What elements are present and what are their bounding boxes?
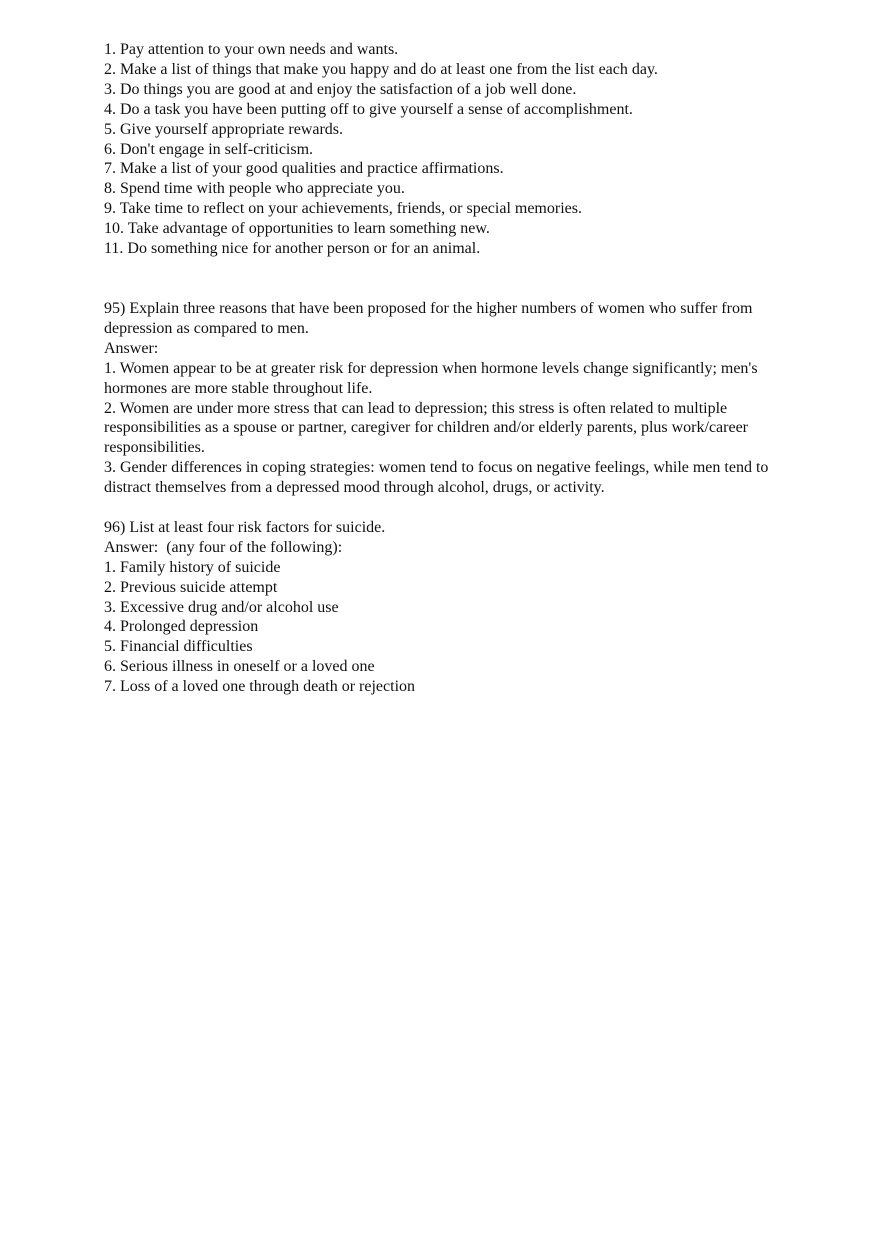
intro-list <box>104 40 794 259</box>
question-96-answer-label: Answer: (any four of the following): <box>104 538 343 556</box>
intro-list-item: 10. Take advantage of opportunities to learn something new. <box>104 220 490 238</box>
intro-list-item: 11. Do something nice for another person or for an animal. <box>104 240 481 258</box>
question-96-answer-item: 6. Serious illness in oneself or a loved one <box>104 658 375 676</box>
intro-list-item: 4. Do a task you have been putting off to give yourself a sense of accomplishment. <box>104 100 633 118</box>
question-96-answer-item: 5. Financial difficulties <box>104 638 253 656</box>
question-95-answer-item: 2. Women are under more stress that can lead to depression; this stress is often related to multiple responsibilities as a spouse or partner, caregiver for children and/or elderly parents, plus work/career responsibilities. <box>104 399 749 457</box>
question-95-answer-item: 1. Women appear to be at greater risk for depression when hormone levels change significantly; men's hormones are more stable throughout life. <box>104 359 758 397</box>
question-96-answer-item: 7. Loss of a loved one through death or rejection <box>104 678 416 696</box>
question-96-answer-item: 3. Excessive drug and/or alcohol use <box>104 598 339 616</box>
intro-list-item: 9. Take time to reflect on your achievements, friends, or special memories. <box>104 200 582 218</box>
section-spacer <box>104 498 794 518</box>
question-96-answer-item: 2. Previous suicide attempt <box>104 578 278 596</box>
intro-list-item: 2. Make a list of things that make you happy and do at least one from the list each day. <box>104 60 658 78</box>
question-95 <box>104 299 794 498</box>
question-96-answer-item: 1. Family history of suicide <box>104 558 281 576</box>
question-95-text: 95) Explain three reasons that have been proposed for the higher numbers of women who suffer from depression as compared to men. <box>104 299 753 337</box>
question-96-text: 96) List at least four risk factors for suicide. <box>104 518 386 536</box>
intro-list-item: 6. Don't engage in self-criticism. <box>104 140 314 158</box>
question-96-answer-item: 4. Prolonged depression <box>104 618 259 636</box>
question-95-answer-label: Answer: <box>104 339 159 357</box>
intro-list-item: 5. Give yourself appropriate rewards. <box>104 120 344 138</box>
question-96 <box>104 518 794 697</box>
intro-list-item: 1. Pay attention to your own needs and wants. <box>104 41 399 58</box>
intro-list-item: 8. Spend time with people who appreciate you. <box>104 180 405 198</box>
question-95-answer-item: 3. Gender differences in coping strategies: women tend to focus on negative feelings, while men tend to distract themselves from a depressed mood through alcohol, drugs, or activity. <box>104 459 769 497</box>
intro-list-item: 3. Do things you are good at and enjoy the satisfaction of a job well done. <box>104 80 577 98</box>
document-page <box>104 40 794 697</box>
intro-list-item: 7. Make a list of your good qualities and practice affirmations. <box>104 160 504 178</box>
question-96-answer-list <box>104 558 794 697</box>
section-spacer <box>104 259 794 299</box>
